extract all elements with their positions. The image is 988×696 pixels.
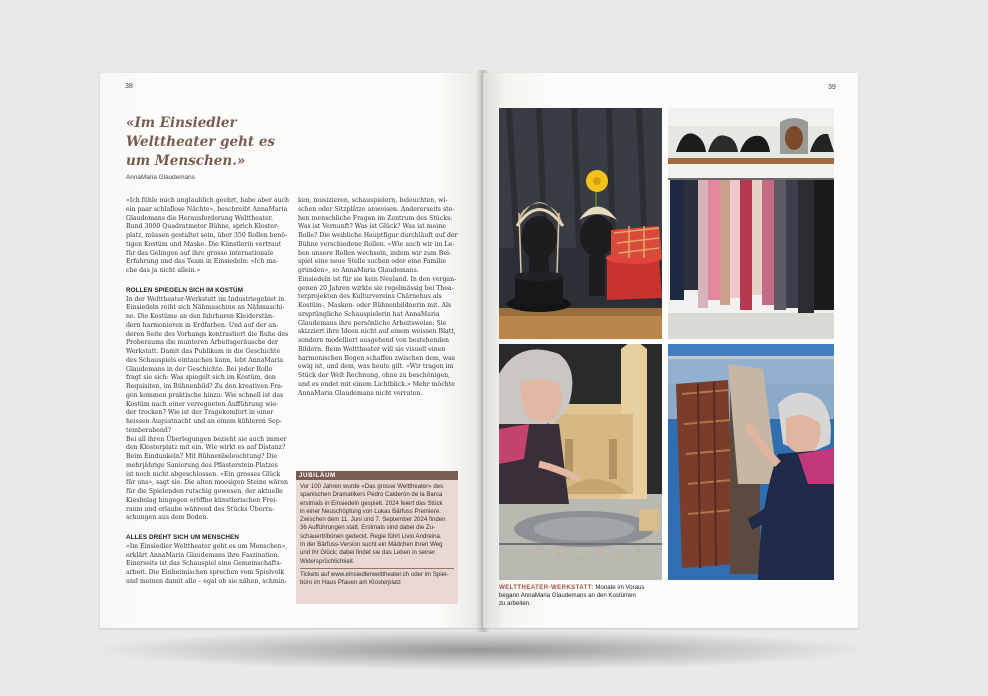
left-page <box>100 73 483 628</box>
text-line: harmonischen Bogen schaffen zwischen dem, was <box>298 354 455 362</box>
text-line: ursprüngliche Schauspielerin hat AnnaMaria <box>298 310 440 318</box>
infobox-ticket-line: Tickets auf www.einsiedlerwelttheater.ch oder im Spiel- <box>300 570 449 578</box>
text-line: fragt sie sich: Was spiegelt sich im Kostüm, den <box>126 374 276 382</box>
text-line: Proberaums die munteren Arbeitsgeräusche der <box>126 339 279 347</box>
text-line: für das Gelingen auf ihre grosse internationale <box>126 249 274 257</box>
text-line: In der Welttheater-Werkstatt im Industriegebiet in <box>126 295 285 303</box>
text-line: «Im Einsiedler Welttheater geht es um Menschen», <box>126 542 288 550</box>
text-line: genen 20 Jahren wirkte sie regelmässig bei Thea- <box>298 284 454 292</box>
caption-lead: WELTTHEATER-WERKSTATT: <box>499 584 594 591</box>
text-line: Was ist Vernunft? Was ist Glück? Was ist meine <box>298 223 446 231</box>
text-line: dern harmonieren in Erdfarben. Und auf der an- <box>126 321 279 329</box>
text-line: Kiesbelag hingegen eröffne künstlerischen Frei- <box>126 496 278 504</box>
text-line: temberabend? <box>126 426 172 434</box>
page-number-left: 38 <box>125 83 133 90</box>
text-line: Glaudemans die Herausforderung Welttheater. <box>126 214 273 222</box>
text-line: che das ja nicht allein.» <box>126 267 201 274</box>
text-line: hen menschliche Fragen im Zentrum des Stücks: <box>298 214 453 222</box>
text-line: skizziert ihre Ideen nicht auf einem weissen Blatt, <box>298 328 456 336</box>
caption-line-1: Monate im Voraus <box>595 584 645 591</box>
text-line: raum und erlaube während des Stücks Überra- <box>126 505 275 513</box>
text-line: mehrjährige Sanierung des Pflasterstein-Platzes <box>126 461 278 469</box>
text-line: Bühne verschiedene Rollen. «Wie auch wir im Le- <box>298 240 455 248</box>
text-line: Kostüm nach einer verregneten Aufführung wie- <box>126 400 279 408</box>
text-line: und es endet mit einem Lichtblick.» Mehr möchte <box>298 380 455 388</box>
page-number-right: 39 <box>828 84 836 91</box>
caption-line-3: zu arbeiten. <box>499 600 531 608</box>
text-line: Erfahrung und das Team in Einsiedeln: «Ich ma- <box>126 258 278 266</box>
text-line: Werkstatt. Damit das Publikum in die Geschichte <box>126 348 281 355</box>
text-line: erklärt AnnaMaria Glaudemans ihre Faszination. <box>126 551 280 559</box>
text-line: ben unsere Rollen wechseln, indem wir zum Bei- <box>298 249 452 257</box>
text-line: Requisiten, im Bühnenbild? Zu den kreativen Fra- <box>126 383 284 390</box>
section-rollen-text <box>126 296 292 524</box>
text-line: Beim Eindunkeln? Mit Bühnenbeleuchtung? Die <box>126 453 278 460</box>
subheading-menschen: ALLES DREHT SICH UM MENSCHEN <box>126 534 239 541</box>
text-line: spiel eine neue Stelle suchen oder eine Familie <box>298 258 446 266</box>
text-line: Kostüm-, Masken- oder Bühnenbildnerin mit. Als <box>298 302 452 309</box>
title-line: Welttheater geht es <box>126 134 276 150</box>
text-line: gen kommen praktische hinzu: Wie schnell ist das <box>126 391 284 399</box>
text-line: den Klosterplatz mit ein. Wie wirkt es auf Distanz? <box>126 444 286 452</box>
text-line: heissen Augustnacht und an einem kühleren Sep- <box>126 418 282 425</box>
infobox-tickets <box>300 571 454 588</box>
magazine-shadow <box>96 630 864 670</box>
text-line: tigen Kostüm und Maske. Die Künstlerin vertraut <box>126 240 282 248</box>
infobox-heading: JUBILÄUM <box>296 471 458 480</box>
text-line: der trocken? Wie ist der Tragekomfort in einer <box>126 409 274 417</box>
infobox-text <box>300 483 454 566</box>
clothes-rack-photo <box>668 108 834 339</box>
caption-line-2: begann AnnaMaria Glaudemans an den Kostümen <box>499 592 636 600</box>
text-line: schen oder Sitzplätze anweisen. Andererseits ste- <box>298 205 455 213</box>
column-2-text <box>298 197 458 398</box>
text-line: Stück der Welt Rechnung, ohne zu beschönigen, <box>298 372 451 379</box>
text-line: ist noch nicht abgeschlossen. «Ein grosses Glück <box>126 470 281 478</box>
right-page <box>483 73 858 628</box>
text-line: deren Seite des Vorhangs kontrastiert die Ruhe des <box>126 330 289 338</box>
text-line: Bei all ihren Überlegungen bezieht sie auch immer <box>126 435 287 443</box>
subheading-rollen: ROLLEN SPIEGELN SICH IM KOSTÜM <box>126 286 244 294</box>
text-line: für uns», sagt sie. Die alten moosigen Steine wären <box>126 479 289 487</box>
text-line: Rolle? Die weibliche Hauptfigur durchläuft auf der <box>298 232 458 239</box>
section-menschen-text <box>126 543 292 587</box>
text-line: Einsiedeln ist für sie kein Neuland. In den vergan- <box>298 275 457 283</box>
text-column-1 <box>126 197 292 587</box>
infobox-line: Zwischen dem 11. Juni und 7. September 2024 finden <box>300 516 446 524</box>
infobox-line: Vor 100 Jahren wurde «Das grosse Welttheater» des <box>300 483 444 490</box>
text-line: Einerseits ist das Schauspiel eine Gemeinschafts- <box>126 560 282 568</box>
infobox-line: schauertribünen gedeckt. Regie führt Livio Andreina. <box>300 532 442 540</box>
text-line: Rund 3000 Quadratmeter Bühne, sprich Kloster- <box>126 223 279 231</box>
text-line: sondern modelliert ausgehend von bestehenden <box>298 337 450 344</box>
title-line: «Im Einsiedler <box>126 115 237 131</box>
text-line: für die Spielenden rutschig gewesen, der aktuelle <box>126 488 283 495</box>
stage-model-photo <box>499 344 662 580</box>
infobox-line: 36 Aufführungen statt. Erstmals sind dabei die Zu- <box>300 524 436 532</box>
text-line: ewig ist, und dem, was heute gilt. «Wir tragen im <box>298 363 454 371</box>
text-line: des Schauspiels eintauchen kann, lebt AnnaMaria <box>126 356 284 364</box>
text-line: AnnaMaria Glaudemans nicht verraten. <box>298 389 423 397</box>
author-byline: AnnaMaria Glaudemans <box>126 174 195 181</box>
text-line: Glaudemans in der Geschichte. Bei jeder Rolle <box>126 365 273 373</box>
infobox-line: In der Bärfuss-Version sucht ein Mädchen ihren Weg <box>300 541 443 549</box>
text-line: und meinen damit alle – egal ob sie nähen, schmin- <box>126 577 287 585</box>
photo-caption <box>499 584 649 609</box>
text-line: terprojekten des Kulturvereins Chärnehus als <box>298 293 442 301</box>
text-line: Einsiedeln reiht sich Nähmaschine an Nähmaschi- <box>126 304 285 312</box>
infobox-line: Widersprüchlichkeit. <box>300 557 355 565</box>
text-line: schungen aus dem Boden. <box>126 514 209 522</box>
text-line: «Ich fühle mich unglaublich geehrt, habe aber auch <box>126 197 289 204</box>
text-line: ein paar schlaflose Nächte», beschreibt AnnaMaria <box>126 205 288 213</box>
infobox-line: erstmals in Einsiedeln gespielt. 2024 feiert das Stück <box>300 499 443 507</box>
infobox-line: spanischen Dramatikers Pedro Calderón de la Barca <box>300 491 443 499</box>
jubilaeum-infobox <box>296 471 458 604</box>
infobox-line: in einer Neuschöpfung von Lukas Bärfuss Premiere. <box>300 507 441 515</box>
article-title <box>126 114 326 171</box>
intro-paragraph <box>126 197 292 276</box>
text-line: Bildern. Beim Welttheater will sie visuell einen <box>298 345 446 353</box>
text-line: arbeit. Die Einheimischen sprechen vom Spielvolk <box>126 569 285 576</box>
title-line: um Menschen.» <box>126 153 246 169</box>
text-line: gründen», so AnnaMaria Glaudemans. <box>298 267 419 274</box>
infobox-line: und ihr Glück; dabei findet sie das Leben in seiner <box>300 549 436 557</box>
text-line: platz, müssen gestaltet sein, über 350 Rollen benö- <box>126 232 288 239</box>
text-column-2 <box>298 197 458 398</box>
text-line: Glaudemans ihre persönliche Arbeitsweise: Sie <box>298 319 447 327</box>
infobox-ticket-line: büro im Haus Pfauen am Klosterplatz <box>300 579 401 587</box>
text-line: ken, musizieren, schauspielern, beleuchten, wi- <box>298 197 448 204</box>
hats-photo <box>499 108 662 339</box>
costume-selection-photo <box>668 344 834 580</box>
text-line: ne. Die Kostüme an den fahrbaren Kleiderstän- <box>126 313 275 320</box>
infobox-divider <box>300 568 454 569</box>
